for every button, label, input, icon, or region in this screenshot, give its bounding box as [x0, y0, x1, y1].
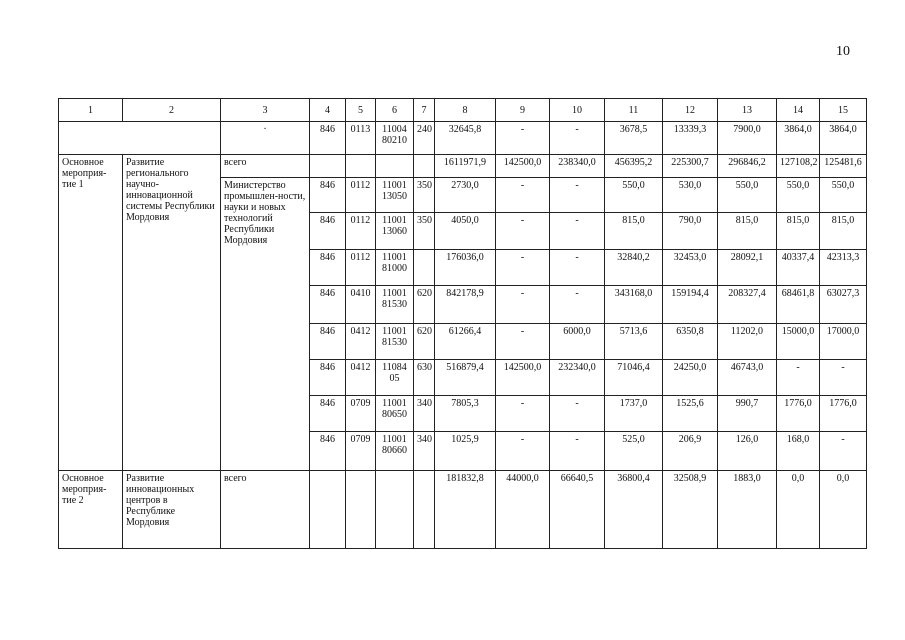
value-cell: 1025,9	[435, 432, 496, 471]
value-cell: -	[550, 432, 605, 471]
column-header: 7	[414, 99, 435, 122]
value-cell: 176036,0	[435, 250, 496, 286]
code-cell: 11001 81530	[376, 286, 414, 324]
total-value: 0,0	[820, 471, 867, 549]
measure-title: Основное мероприя-тие 1	[59, 155, 123, 471]
value-cell: 2730,0	[435, 178, 496, 213]
value-cell: 206,9	[663, 432, 718, 471]
value-cell: -	[496, 432, 550, 471]
column-header: 3	[221, 99, 310, 122]
code-cell: 11084 05	[376, 360, 414, 396]
value-cell: -	[496, 250, 550, 286]
empty-cell	[59, 122, 221, 155]
value-cell: 530,0	[663, 178, 718, 213]
value-cell: -	[550, 213, 605, 250]
code-cell: 846	[310, 396, 346, 432]
value-cell: 1776,0	[820, 396, 867, 432]
value-cell: 1525,6	[663, 396, 718, 432]
total-value: 66640,5	[550, 471, 605, 549]
total-value: 125481,6	[820, 155, 867, 178]
value-cell: 550,0	[820, 178, 867, 213]
code-cell: 0709	[346, 432, 376, 471]
value-cell: 1776,0	[777, 396, 820, 432]
value-cell: -	[550, 396, 605, 432]
value-cell: 13339,3	[663, 122, 718, 155]
value-cell: -	[496, 396, 550, 432]
value-cell: 7900,0	[718, 122, 777, 155]
total-row	[59, 471, 867, 549]
value-cell: 7805,3	[435, 396, 496, 432]
code-cell: 846	[310, 122, 346, 155]
code-cell: 846	[310, 324, 346, 360]
value-cell: 42313,3	[820, 250, 867, 286]
value-cell: -	[820, 360, 867, 396]
total-value: 296846,2	[718, 155, 777, 178]
total-value: 36800,4	[605, 471, 663, 549]
table-row	[59, 122, 867, 155]
value-cell: 5713,6	[605, 324, 663, 360]
value-cell: 525,0	[605, 432, 663, 471]
code-cell: 0709	[346, 396, 376, 432]
value-cell: 32453,0	[663, 250, 718, 286]
value-cell: 15000,0	[777, 324, 820, 360]
code-cell: 620	[414, 324, 435, 360]
value-cell: 1737,0	[605, 396, 663, 432]
value-cell: -	[777, 360, 820, 396]
value-cell: 6000,0	[550, 324, 605, 360]
column-header: 5	[346, 99, 376, 122]
value-cell: 168,0	[777, 432, 820, 471]
value-cell: -	[496, 122, 550, 155]
column-header: 2	[123, 99, 221, 122]
code-cell: 0412	[346, 360, 376, 396]
value-cell: 550,0	[605, 178, 663, 213]
value-cell: 550,0	[777, 178, 820, 213]
value-cell: 40337,4	[777, 250, 820, 286]
column-header: 8	[435, 99, 496, 122]
value-cell: 4050,0	[435, 213, 496, 250]
total-label: всего	[221, 155, 310, 178]
header-row	[59, 99, 867, 122]
code-cell: 350	[414, 178, 435, 213]
measure-name: Развитие инновационных центров в Республике Мордовия	[123, 471, 221, 549]
code-cell: 340	[414, 432, 435, 471]
value-cell: 516879,4	[435, 360, 496, 396]
value-cell: -	[496, 178, 550, 213]
value-cell: 550,0	[718, 178, 777, 213]
empty-cell	[310, 155, 346, 178]
empty-cell	[414, 155, 435, 178]
value-cell: -	[496, 286, 550, 324]
code-cell: 630	[414, 360, 435, 396]
column-header: 12	[663, 99, 718, 122]
code-cell: 0112	[346, 178, 376, 213]
code-cell: 846	[310, 432, 346, 471]
value-cell: 24250,0	[663, 360, 718, 396]
code-cell: 11001 81000	[376, 250, 414, 286]
column-header: 10	[550, 99, 605, 122]
total-value: 44000,0	[496, 471, 550, 549]
total-row	[59, 155, 867, 178]
value-cell: 343168,0	[605, 286, 663, 324]
value-cell: 3864,0	[777, 122, 820, 155]
empty-cell	[376, 155, 414, 178]
column-header: 6	[376, 99, 414, 122]
code-cell: 846	[310, 286, 346, 324]
code-cell: 11004 80210	[376, 122, 414, 155]
value-cell: 3678,5	[605, 122, 663, 155]
value-cell: 17000,0	[820, 324, 867, 360]
code-cell: 11001 13050	[376, 178, 414, 213]
total-value: 225300,7	[663, 155, 718, 178]
total-value: 456395,2	[605, 155, 663, 178]
value-cell: -	[550, 250, 605, 286]
code-cell: 11001 81530	[376, 324, 414, 360]
budget-table	[58, 98, 867, 549]
total-value: 1611971,9	[435, 155, 496, 178]
code-cell: 350	[414, 213, 435, 250]
total-value: 32508,9	[663, 471, 718, 549]
value-cell: 126,0	[718, 432, 777, 471]
value-cell: 71046,4	[605, 360, 663, 396]
mark-cell: ·	[221, 122, 310, 155]
column-header: 14	[777, 99, 820, 122]
column-header: 11	[605, 99, 663, 122]
code-cell: 11001 13060	[376, 213, 414, 250]
total-value: 1883,0	[718, 471, 777, 549]
value-cell: 815,0	[777, 213, 820, 250]
ministry-name: Министерство промышлен-ности, науки и новых технологий Республики Мордовия	[221, 178, 310, 471]
value-cell: 815,0	[718, 213, 777, 250]
table-body	[59, 99, 867, 549]
code-cell: 846	[310, 250, 346, 286]
value-cell: 28092,1	[718, 250, 777, 286]
value-cell: -	[496, 213, 550, 250]
empty-cell	[376, 471, 414, 549]
value-cell: -	[550, 122, 605, 155]
empty-cell	[310, 471, 346, 549]
code-cell: 0410	[346, 286, 376, 324]
value-cell: 232340,0	[550, 360, 605, 396]
value-cell: 3864,0	[820, 122, 867, 155]
code-cell: 11001 80650	[376, 396, 414, 432]
column-header: 4	[310, 99, 346, 122]
total-label: всего	[221, 471, 310, 549]
code-cell: 620	[414, 286, 435, 324]
page-number: 10	[836, 44, 850, 59]
code-cell: 846	[310, 360, 346, 396]
code-cell: 846	[310, 213, 346, 250]
code-cell: 0412	[346, 324, 376, 360]
value-cell: 990,7	[718, 396, 777, 432]
column-header: 1	[59, 99, 123, 122]
value-cell: 6350,8	[663, 324, 718, 360]
value-cell: 815,0	[605, 213, 663, 250]
value-cell: 842178,9	[435, 286, 496, 324]
value-cell: 142500,0	[496, 360, 550, 396]
code-cell: 340	[414, 396, 435, 432]
value-cell: 68461,8	[777, 286, 820, 324]
value-cell: 159194,4	[663, 286, 718, 324]
value-cell: 63027,3	[820, 286, 867, 324]
code-cell: 0112	[346, 250, 376, 286]
code-cell: 240	[414, 122, 435, 155]
value-cell: -	[496, 324, 550, 360]
value-cell: 208327,4	[718, 286, 777, 324]
measure-title: Основное мероприя-тие 2	[59, 471, 123, 549]
total-value: 238340,0	[550, 155, 605, 178]
total-value: 181832,8	[435, 471, 496, 549]
code-cell: 846	[310, 178, 346, 213]
empty-cell	[346, 155, 376, 178]
column-header: 15	[820, 99, 867, 122]
value-cell: 815,0	[820, 213, 867, 250]
value-cell: 32645,8	[435, 122, 496, 155]
total-value: 142500,0	[496, 155, 550, 178]
code-cell: 11001 80660	[376, 432, 414, 471]
empty-cell	[346, 471, 376, 549]
code-cell	[414, 250, 435, 286]
total-value: 127108,2	[777, 155, 820, 178]
total-value: 0,0	[777, 471, 820, 549]
value-cell: 11202,0	[718, 324, 777, 360]
empty-cell	[414, 471, 435, 549]
column-header: 13	[718, 99, 777, 122]
value-cell: 46743,0	[718, 360, 777, 396]
value-cell: 790,0	[663, 213, 718, 250]
value-cell: -	[550, 178, 605, 213]
value-cell: -	[820, 432, 867, 471]
column-header: 9	[496, 99, 550, 122]
code-cell: 0112	[346, 213, 376, 250]
value-cell: -	[550, 286, 605, 324]
value-cell: 32840,2	[605, 250, 663, 286]
code-cell: 0113	[346, 122, 376, 155]
value-cell: 61266,4	[435, 324, 496, 360]
measure-name: Развитие регионального научно-инновационной системы Республики Мордовия	[123, 155, 221, 471]
